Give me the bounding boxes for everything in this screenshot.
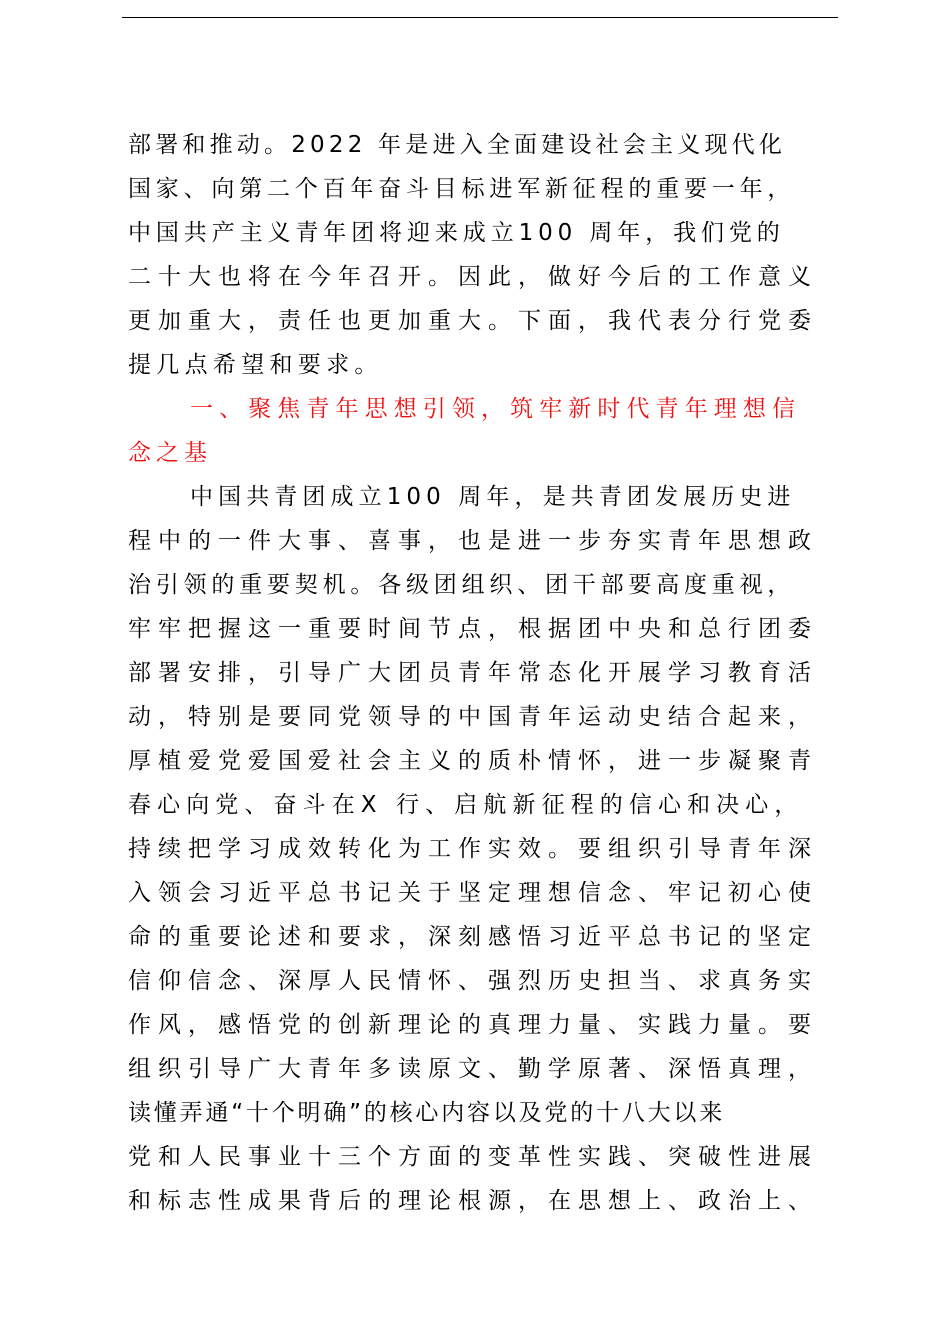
- paragraph-line: 动，特别是要同党领导的中国青年运动史结合起来，: [128, 704, 818, 730]
- header-rule: [122, 17, 838, 18]
- paragraph-line: 春心向党、奋斗在X 行、启航新征程的信心和决心，: [128, 792, 804, 818]
- section-heading-line: 念之基: [128, 440, 212, 466]
- paragraph-line: 组织引导广大青年多读原文、勤学原著、深悟真理，: [128, 1056, 818, 1082]
- paragraph-line: 和标志性成果背后的理论根源，在思想上、政治上、: [128, 1188, 818, 1214]
- paragraph-line: 中国共产主义青年团将迎来成立100 周年，我们党的: [128, 220, 785, 246]
- paragraph-line: 中国共青团成立100 周年，是共青团发展历史进: [190, 484, 796, 510]
- paragraph-line: 部署安排，引导广大团员青年常态化开展学习教育活: [128, 660, 818, 686]
- paragraph-line: 提几点希望和要求。: [128, 352, 383, 378]
- paragraph-line: 入领会习近平总书记关于坚定理想信念、牢记初心使: [128, 880, 818, 906]
- paragraph-line: 厚植爱党爱国爱社会主义的质朴情怀，进一步凝聚青: [128, 748, 818, 774]
- section-heading-line: 一、聚焦青年思想引领，筑牢新时代青年理想信: [190, 396, 802, 422]
- paragraph-line: 更加重大，责任也更加重大。下面，我代表分行党委: [128, 308, 818, 334]
- paragraph-line: 作风，感悟党的创新理论的真理力量、实践力量。要: [128, 1012, 818, 1038]
- paragraph-line: 部署和推动。2022 年是进入全面建设社会主义现代化: [128, 132, 787, 158]
- paragraph-line: 程中的一件大事、喜事，也是进一步夯实青年思想政: [128, 528, 818, 554]
- paragraph-line: 二十大也将在今年召开。因此，做好今后的工作意义: [128, 264, 818, 290]
- paragraph-line: 国家、向第二个百年奋斗目标进军新征程的重要一年，: [128, 176, 796, 202]
- paragraph-line: 命的重要论述和要求，深刻感悟习近平总书记的坚定: [128, 924, 818, 950]
- paragraph-line: 牢牢把握这一重要时间节点，根据团中央和总行团委: [128, 616, 818, 642]
- document-body: [128, 123, 848, 1223]
- paragraph-line: 持续把学习成效转化为工作实效。要组织引导青年深: [128, 836, 818, 862]
- paragraph-line: 治引领的重要契机。各级团组织、团干部要高度重视，: [128, 572, 796, 598]
- paragraph-line: 信仰信念、深厚人民情怀、强烈历史担当、求真务实: [128, 968, 818, 994]
- paragraph-line: 读懂弄通“十个明确”的核心内容以及党的十八大以来: [128, 1100, 726, 1126]
- paragraph-line: 党和人民事业十三个方面的变革性实践、突破性进展: [128, 1144, 818, 1170]
